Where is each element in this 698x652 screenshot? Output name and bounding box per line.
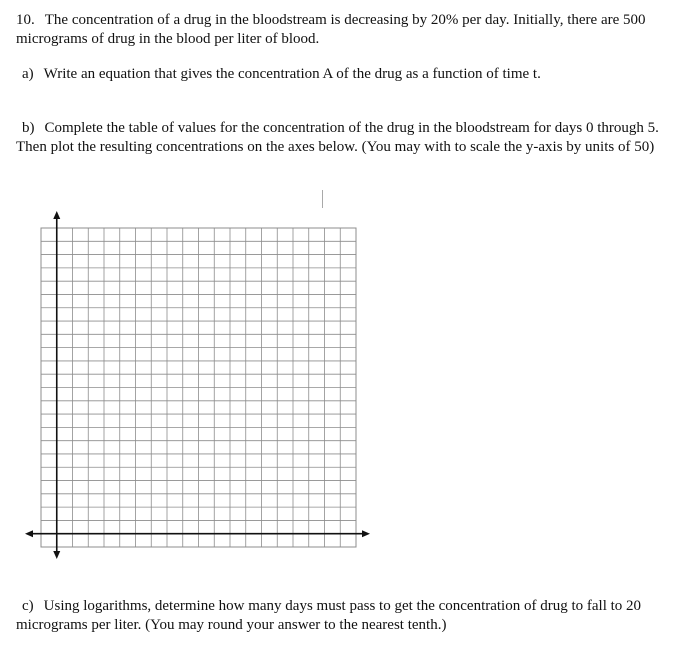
- coordinate-grid: [24, 208, 374, 562]
- part-b: [16, 119, 684, 157]
- y-axis-arrow-down: [53, 551, 60, 559]
- x-axis-arrow-left: [25, 530, 33, 537]
- part-c-label: c): [22, 598, 34, 614]
- part-b-label: b): [22, 120, 35, 136]
- question-10-text: [16, 11, 684, 49]
- part-c-text: Using logarithms, determine how many days must pass to get the concentration of drug to fall to 20 micrograms per liter. (You may round your answer to the nearest tenth.): [16, 598, 642, 633]
- text-cursor-mark: [322, 190, 323, 208]
- part-a: [22, 65, 690, 84]
- y-axis-arrow-up: [53, 211, 60, 219]
- part-a-text: Write an equation that gives the concentration A of the drug as a function of time t.: [43, 66, 541, 82]
- part-c: [16, 597, 684, 635]
- question-body: The concentration of a drug in the bloodstream is decreasing by 20% per day. Initially, there are 500 micrograms of drug in the blood per liter of blood.: [16, 12, 646, 47]
- part-a-label: a): [22, 66, 34, 82]
- part-b-text: Complete the table of values for the concentration of the drug in the bloodstream for days 0 through 5. Then plot the resulting concentrations on the axes below. (You may with to scale the y-axis by units of 50): [16, 120, 659, 155]
- graph-area: [24, 208, 374, 562]
- question-number: 10.: [16, 12, 35, 28]
- x-axis-arrow-right: [362, 530, 370, 537]
